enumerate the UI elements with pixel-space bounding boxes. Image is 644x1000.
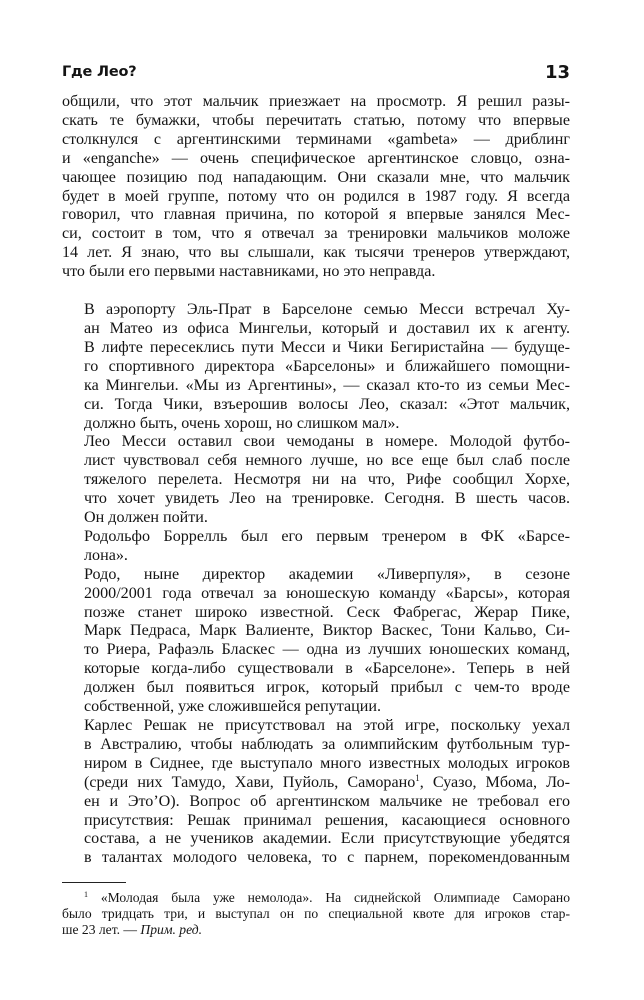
text-line: ка Мингельи. «Мы из Аргентины», — сказал кто-то из семьи Мес- [84,376,570,394]
text-line: ниром в Сиднее, где выступало много известных молодых игроков [84,754,570,772]
editor-note-label: Прим. ред. [140,922,203,938]
paragraph-5 [62,566,570,717]
footnote-divider [62,882,126,883]
text-line: 2000/2001 года отвечал за юношескую команду «Барсы», которая [84,584,570,602]
text-line: скать те бумажки, чтобы перечитать статью, потому что впервые [62,111,570,129]
text-line: то Риера, Рафаэль Бласкес — одна из лучших юношеских команд, [84,641,570,659]
text-line: Родо, ныне директор академии «Ливерпуля», в сезоне [84,565,570,583]
text-line: в талантах молодого человека, то с парнем, порекомендованным [84,849,570,867]
text-line: в Австралию, чтобы наблюдать за олимпийским футбольным тур- [84,735,570,753]
text-line: должен был появиться игрок, который прибыл с чем-то вроде [84,679,570,697]
text-line: столкнулся с аргентинскими терминами «gambeta» — дриблинг [62,130,570,148]
paragraph-6 [62,717,570,868]
text-line: лона». [84,546,128,564]
text-line: Родольфо Боррелль был его первым тренером в ФК «Барсе- [84,527,570,545]
text-line: собственной, уже сложившейся репутации. [84,698,381,716]
paragraph-2 [62,301,570,433]
text-line: ан Матео из офиса Мингельи, который и доставил их к агенту. [84,319,570,337]
page-number: 13 [544,62,570,83]
text-line: которые когда-либо существовали в «Барселоне». Теперь в ней [84,660,570,678]
text-line: позже станет широко известной. Сеск Фабрегас, Жерар Пике, [84,603,570,621]
text-line: будет в моей группе, потому что он родился в 1987 году. Я всегда [62,187,570,205]
text-line: чающее позицию под нападающим. Они сказали мне, что мальчик [62,168,570,186]
text-line: общили, что этот мальчик приезжает на просмотр. Я решил разы- [62,93,570,110]
text-line: Карлес Решак не присутствовал на этой игре, поскольку уехал [84,717,570,734]
text-line: состава, а не учеников академии. Если присутствующие убедятся [84,830,570,848]
text-line: 14 лет. Я знаю, что вы слышали, как тысячи тренеров утверждают, [62,244,570,262]
footnote-line [62,890,570,906]
text-line: Лео Месси оставил свои чемоданы в номере. Молодой футбо- [84,433,570,451]
text-line: тяжелого перелета. Несмотря ни на что, Рифе сообщил Хорхе, [84,471,570,489]
footnote-line: было тридцать три, и выступал он по специальной квоте для игроков стар- [62,906,570,922]
footnote-line [62,922,570,938]
paragraph-1 [62,93,570,282]
text-line: и «enganche» — очень специфическое аргентинское словцо, озна- [62,149,570,167]
text-line: В лифте пересеклись пути Месси и Чики Бегиристайна — будуще- [84,338,570,356]
text-line: лист чувствовал себя немного лучше, но все еще был слаб после [84,452,570,470]
text-line: что были его первыми наставниками, но это неправда. [62,263,436,281]
page-header [62,62,570,86]
text-line: си, состоит в том, что я отвечал за тренировки мальчиков моложе [62,225,570,243]
text-line: говорил, что главная причина, по которой я впервые занялся Мес- [62,206,570,224]
footnote-text [62,890,570,939]
running-head: Где Лео? [62,64,137,80]
footnote-number: 1 [84,890,88,899]
paragraph-4 [62,528,570,566]
footnote [62,890,570,939]
text-line: что хочет увидеть Лео на тренировке. Сегодня. В шесть часов. [84,490,570,508]
text-line: си. Тогда Чики, взъерошив волосы Лео, сказал: «Этот мальчик, [84,395,570,413]
text-line: Он должен пойти. [84,509,208,527]
text-line: должно быть, очень хорош, но слишком мал». [84,414,400,432]
footnote-segment: «Молодая была уже немолода». На сиднейской Олимпиаде Саморано [100,890,570,905]
paragraph-3 [62,433,570,528]
footnote-marker: 1 [415,772,420,783]
text-line: го спортивного директора «Барселоны» и ближайшего помощни- [84,357,570,375]
text-line: В аэропорту Эль-Прат в Барселоне семью Месси встречал Ху- [84,301,570,319]
text-segment: , Суазо, Мбома, Ло- [419,773,570,791]
body-text [62,93,570,868]
text-line: присутствия: Решак принимал решения, касающиеся основного [84,811,570,829]
text-line: Марк Педраса, Марк Валиенте, Виктор Васкес, Тони Кальво, Си- [84,622,570,640]
footnote-segment: ше 23 лет. — [62,922,141,938]
text-line-with-footnote [62,774,570,793]
text-line: ен и Это’О). Вопрос об аргентинском мальчике не требовал его [84,792,570,810]
text-segment: (среди них Тамудо, Хави, Пуйоль, Саморано [84,773,416,791]
